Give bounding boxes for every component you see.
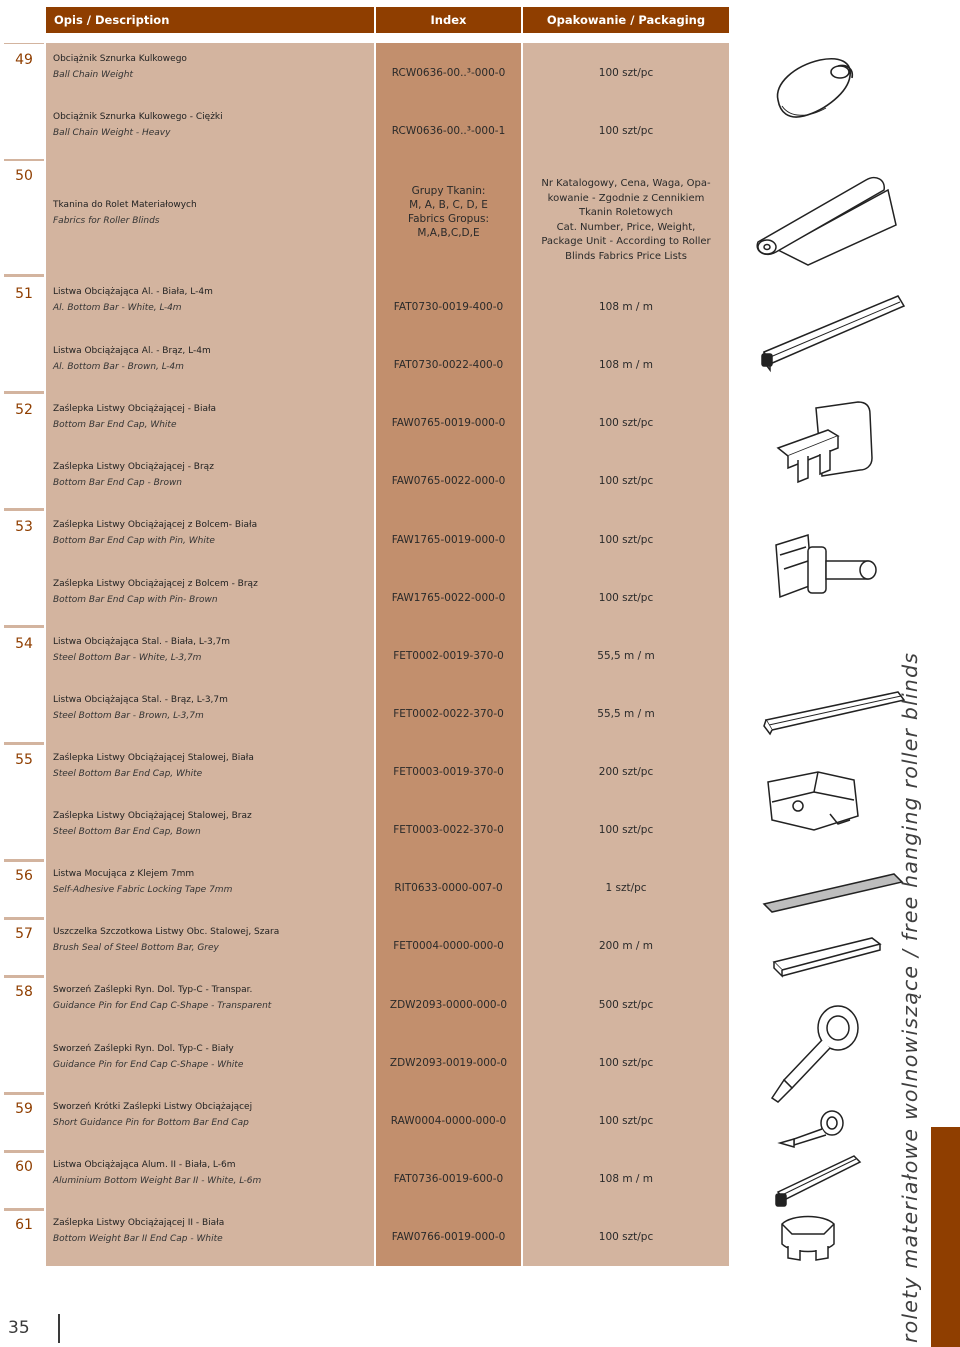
row-description <box>53 576 371 608</box>
row-index: FAW0766-0019-000-0 <box>391 1231 506 1243</box>
note-line: kowanie - Zgodnie z Cennikiem <box>547 192 705 204</box>
row-index: RCW0636-00..³-000-0 <box>391 67 506 79</box>
item-number: 49 <box>15 52 33 68</box>
description-pl: Sworzeń Zaślepki Ryn. Dol. Typ-C - Transpar. <box>53 985 253 995</box>
row-description <box>53 692 371 724</box>
row-packaging: 100 szt/pc <box>598 592 654 604</box>
note-line: Blinds Fabrics Price Lists <box>565 250 687 262</box>
description-pl: Listwa Obciążająca Alum. II - Biała, L-6m <box>53 1160 236 1170</box>
weight-bar-end-cap-image <box>768 1210 848 1265</box>
description-pl: Listwa Obciążająca Stal. - Brąz, L-3,7m <box>53 695 228 705</box>
description-en: Ball Chain Weight <box>53 70 134 80</box>
item-number: 59 <box>15 1101 33 1117</box>
description-en: Brush Seal of Steel Bottom Bar, Grey <box>53 943 219 953</box>
description-pl: Listwa Obciążająca Al. - Biała, L-4m <box>53 287 213 297</box>
row-description <box>53 982 371 1014</box>
item-number: 53 <box>15 519 33 535</box>
row-packaging: 500 szt/pc <box>598 999 654 1011</box>
side-category-title <box>898 643 938 1343</box>
item-number: 50 <box>15 168 33 184</box>
note-line: Tkanin Roletowych <box>578 207 673 218</box>
note-line: Package Unit - According to Roller <box>541 236 711 247</box>
description-en: Steel Bottom Bar - White, L-3,7m <box>53 653 202 663</box>
row-index: FAW0765-0022-000-0 <box>391 475 506 487</box>
description-pl: Uszczelka Szczotkowa Listwy Obc. Stalowej, Szara <box>53 927 280 937</box>
row-description <box>53 401 371 433</box>
side-title-en: free hanging roller blinds <box>898 651 922 942</box>
description-pl: Sworzeń Zaślepki Ryn. Dol. Typ-C - Biały <box>53 1044 234 1054</box>
row-description <box>53 750 371 782</box>
description-pl: Sworzeń Krótki Zaślepki Listwy Obciążającej <box>53 1102 253 1112</box>
description-pl: Zaślepka Listwy Obciążającej Stalowej, Braz <box>53 811 252 821</box>
description-pl: Listwa Mocująca z Klejem 7mm <box>53 869 195 879</box>
description-pl: Zaślepka Listwy Obciążającej Stalowej, Biała <box>53 753 254 763</box>
brush-seal-image <box>768 930 888 980</box>
al-bottom-bar-image <box>758 290 908 375</box>
description-en: Bottom Weight Bar II End Cap - White <box>53 1234 223 1244</box>
row-index: FAW1765-0019-000-0 <box>391 534 506 546</box>
item-number: 60 <box>15 1159 33 1175</box>
row-index: FET0002-0019-370-0 <box>393 650 504 662</box>
short-guidance-pin-image <box>768 1105 848 1150</box>
row-description <box>53 1157 371 1189</box>
row-packaging: 100 szt/pc <box>598 125 654 137</box>
description-en: Fabrics for Roller Blinds <box>53 216 160 226</box>
row-packaging: 100 szt/pc <box>598 1231 654 1243</box>
row-packaging: 1 szt/pc <box>605 882 647 894</box>
description-en: Ball Chain Weight - Heavy <box>53 128 171 138</box>
row-packaging: 200 szt/pc <box>598 766 654 778</box>
description-pl: Zaślepka Listwy Obciążającej II - Biała <box>53 1218 225 1228</box>
row-index: FAT0730-0022-400-0 <box>393 359 504 371</box>
row-description <box>53 924 371 956</box>
description-en: Aluminium Bottom Weight Bar II - White, L-6m <box>53 1176 262 1186</box>
row-index: RAW0004-0000-000-0 <box>390 1115 507 1127</box>
description-en: Self-Adhesive Fabric Locking Tape 7mm <box>53 885 233 895</box>
description-en: Short Guidance Pin for Bottom Bar End Cap <box>53 1118 249 1128</box>
item-number: 54 <box>15 636 33 652</box>
row-description <box>53 343 371 375</box>
fabric-groups <box>376 184 521 240</box>
row-packaging: 100 szt/pc <box>598 824 654 836</box>
item-number: 55 <box>15 752 33 768</box>
description-pl: Obciążnik Sznurka Kulkowego - Ciężki <box>53 112 223 122</box>
row-index: FET0003-0022-370-0 <box>393 824 504 836</box>
description-pl: Tkanina do Rolet Materiałowych <box>53 200 197 210</box>
description-en: Bottom Bar End Cap with Pin- Brown <box>53 595 218 605</box>
description-en: Bottom Bar End Cap - Brown <box>53 478 183 488</box>
steel-bar-end-cap-image <box>758 762 878 842</box>
description-en: Steel Bottom Bar End Cap, White <box>53 769 203 779</box>
page-number-divider <box>58 1314 60 1343</box>
row-index: FET0002-0022-370-0 <box>393 708 504 720</box>
description-pl: Zaślepka Listwy Obciążającej - Biała <box>53 404 217 414</box>
row-index: FET0004-0000-000-0 <box>393 940 504 952</box>
description-en: Bottom Bar End Cap, White <box>53 420 177 430</box>
fabric-packaging-note <box>528 177 724 264</box>
row-packaging: 55,5 m / m <box>597 650 655 662</box>
row-packaging: 200 m / m <box>598 940 654 952</box>
item-number: 52 <box>15 402 33 418</box>
row-index: FET0003-0019-370-0 <box>393 766 504 778</box>
row-index: FAT0730-0019-400-0 <box>393 301 504 313</box>
description-en: Steel Bottom Bar - Brown, L-3,7m <box>53 711 204 721</box>
description-pl: Zaślepka Listwy Obciążającej - Brąz <box>53 462 214 472</box>
row-packaging: 100 szt/pc <box>598 1115 654 1127</box>
row-packaging: 108 m / m <box>598 301 654 313</box>
description-pl: Listwa Obciążająca Stal. - Biała, L-3,7m <box>53 637 231 647</box>
header-packaging: Opakowanie / Packaging <box>523 7 729 33</box>
row-index: RCW0636-00..³-000-1 <box>391 125 506 137</box>
row-packaging: 108 m / m <box>598 359 654 371</box>
row-description <box>53 517 371 549</box>
description-pl: Listwa Obciążająca Al. - Brąz, L-4m <box>53 346 211 356</box>
row-packaging: 100 szt/pc <box>598 534 654 546</box>
aluminium-weight-bar-image <box>768 1150 868 1210</box>
item-number: 58 <box>15 984 33 1000</box>
row-packaging: 100 szt/pc <box>598 417 654 429</box>
side-title-pl: rolety materiałowe wolnowiszące <box>898 964 922 1343</box>
row-index: FAW1765-0022-000-0 <box>391 592 506 604</box>
guidance-pin-image <box>758 1000 868 1110</box>
description-en: Guidance Pin for End Cap C-Shape - Transparent <box>53 1001 272 1011</box>
row-description <box>53 197 371 229</box>
row-description <box>53 634 371 666</box>
fabric-groups-line: M,A,B,C,D,E <box>417 227 480 239</box>
note-line: Cat. Number, Price, Weight, <box>556 221 696 233</box>
item-number: 61 <box>15 1217 33 1233</box>
description-en: Al. Bottom Bar - White, L-4m <box>53 303 182 313</box>
end-cap-with-pin-image <box>768 525 888 615</box>
header-description: Opis / Description <box>46 7 374 33</box>
row-packaging: 55,5 m / m <box>597 708 655 720</box>
side-title-separator: / <box>898 941 922 965</box>
item-number: 51 <box>15 286 33 302</box>
row-description <box>53 459 371 491</box>
fabric-groups-line: M, A, B, C, D, E <box>409 199 488 211</box>
row-description <box>53 866 371 898</box>
row-index: ZDW2093-0019-000-0 <box>389 1057 508 1069</box>
header-index: Index <box>376 7 521 33</box>
description-en: Guidance Pin for End Cap C-Shape - White <box>53 1060 244 1070</box>
description-pl: Obciążnik Sznurka Kulkowego <box>53 54 187 64</box>
description-en: Al. Bottom Bar - Brown, L-4m <box>53 362 184 372</box>
row-description <box>53 51 371 83</box>
row-packaging: 108 m / m <box>598 1173 654 1185</box>
description-en: Bottom Bar End Cap with Pin, White <box>53 536 215 546</box>
fabric-groups-line: Fabrics Gropus: <box>408 213 489 225</box>
description-en: Steel Bottom Bar End Cap, Bown <box>53 827 201 837</box>
row-packaging: 100 szt/pc <box>598 67 654 79</box>
ball-chain-weight-image <box>768 48 876 126</box>
fabric-groups-line: Grupy Tkanin: <box>411 185 486 197</box>
row-description <box>53 284 371 316</box>
bottom-bar-end-cap-image <box>768 398 878 493</box>
row-index: FAW0765-0019-000-0 <box>391 417 506 429</box>
description-pl: Zaślepka Listwy Obciążającej z Bolcem- Biała <box>53 520 258 530</box>
row-index: RIT0633-0000-007-0 <box>394 882 503 894</box>
note-line: Nr Katalogowy, Cena, Waga, Opa- <box>541 178 711 189</box>
item-number: 56 <box>15 868 33 884</box>
locking-tape-image <box>758 868 908 918</box>
row-packaging: 100 szt/pc <box>598 475 654 487</box>
item-number: 57 <box>15 926 33 942</box>
row-index: ZDW2093-0000-000-0 <box>389 999 508 1011</box>
page-number: 35 <box>8 1318 30 1338</box>
row-description <box>53 808 371 840</box>
row-description <box>53 1215 371 1247</box>
row-description <box>53 1041 371 1073</box>
fabric-roll-image <box>748 170 898 270</box>
row-description <box>53 1099 371 1131</box>
row-packaging: 100 szt/pc <box>598 1057 654 1069</box>
steel-bottom-bar-image <box>758 688 908 738</box>
row-index: FAT0736-0019-600-0 <box>393 1173 504 1185</box>
description-pl: Zaślepka Listwy Obciążającej z Bolcem - Brąz <box>53 579 258 589</box>
row-description <box>53 109 371 141</box>
